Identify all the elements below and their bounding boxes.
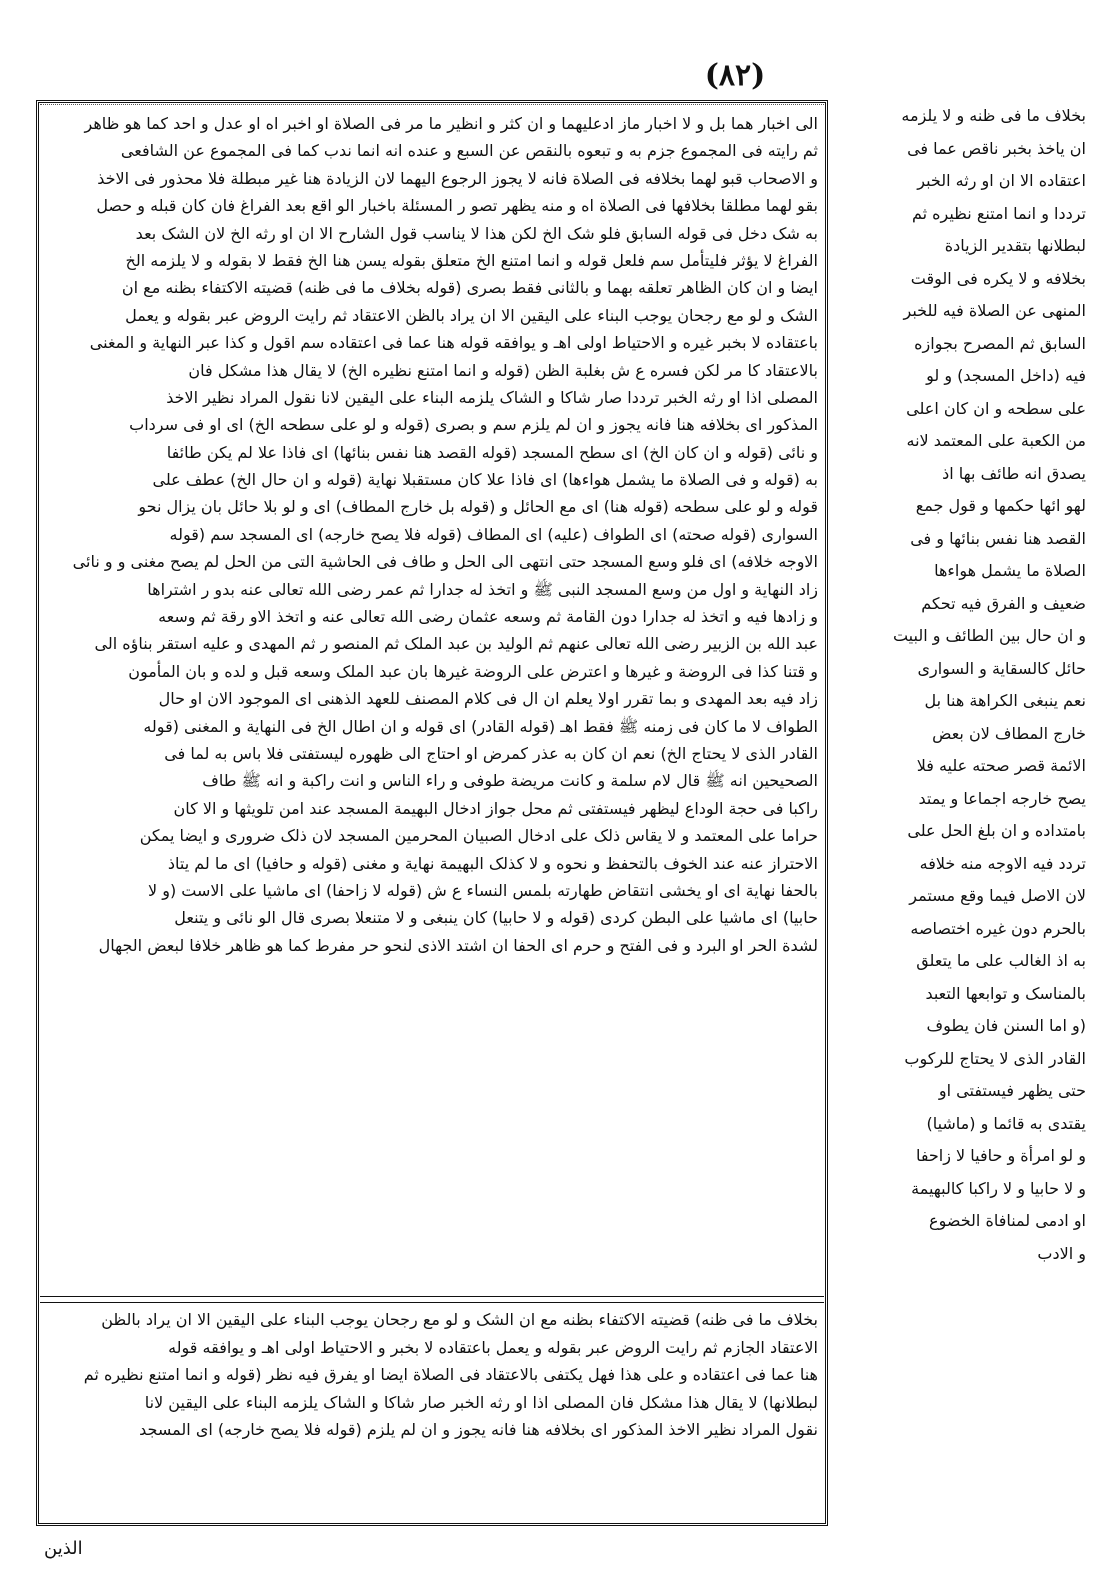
margin-text-line: الائمة قصر صحته علیه فلا — [916, 756, 1086, 775]
main-text-line: بالحفا نهایة ای او یخشی انتقاض طهارته بلمس النساء ع ش (قوله لا زاحفا) ای ماشیا علی الاست (و لا — [148, 880, 818, 900]
margin-text-line: بالمناسک و توابعها التعبد — [925, 983, 1086, 1003]
main-text-line: حراما علی المعتمد و لا یقاس ذلک علی ادخال الصبیان المحرمین المسجد لان ذلک ضروری و ایضا یمکن — [139, 826, 818, 846]
main-text-line: المصلی اذا او رثه الخبر ترددا صار شاکا و الشاک یلزمه البناء علی الیقین لانا نقول المراد نظیر الاخذ — [166, 387, 818, 407]
main-text-line: زاد فیه بعد المهدی و بما تقرر اولا یعلم ان ال فی کلام المصنف للعهد الذهنی ای الموجود الان او حال — [158, 689, 818, 709]
margin-text-line: و لا حابیا و لا راکبا کالبهیمة — [911, 1178, 1086, 1198]
main-text-line: و الاصحاب قبو لهما بخلافه فی الصلاة فانه لا یجوز الرجوع الیهما لان الزیادة هنا غیر مبطلة فلا محذور فی الاخذ — [97, 168, 818, 188]
footnote-text-line: لبطلانها) لا یقال هذا مشکل فان المصلی اذا او رثه الخبر صار شاکا و الشاک یلزمه البناء علی الیقین لانا — [144, 1392, 818, 1412]
margin-text-line: بامتداده و ان بلغ الحل علی — [907, 821, 1086, 840]
margin-text-line: فیه (داخل المسجد) و لو — [926, 366, 1086, 385]
footnote-text-line: هنا عما فی اعتقاده و علی هذا فهل یکتفی بالاعتقاد فی الصلاة ایضا او یفرق فیه نظر (قوله و انما امتنع نظیره ثم — [83, 1365, 818, 1384]
main-text-line: و زادها فیه و اتخذ له جدارا دون القامة ثم وسعه عثمان رضی الله تعالی عنه و اتخذ الاو رقة ثم وسعه — [158, 607, 818, 627]
main-text-line: به (قوله و فی الصلاة ما یشمل هواءها) ای فاذا علا کان مستقبلا نهایة (قوله و ان حال الخ) عطف علی — [152, 470, 818, 490]
main-text-line: الاوجه خلافه) ای فلو وسع المسجد حتی انتهی الی الحل و طاف فی الحاشیة التی من الحل لم یصح مغنی و و نائی — [72, 552, 818, 572]
margin-text-line: یصدق انه طائف بها اذ — [942, 463, 1086, 483]
main-text-line: بالاعتقاد کا مر لکن فسره ع ش بغلبة الظن (قوله و انما امتنع نظیره الخ) لا یقال هذا مشکل فان — [188, 360, 818, 380]
footnote-commentary — [46, 1306, 818, 1518]
margin-text-line: حتی یظهر فیستفتی او — [938, 1081, 1086, 1100]
main-text-line: لشدة الحر او البرد و فی الفتح و حرم ای الحفا ان اشتد الاذی لنحو حر مفرط کما هو ظاهر خلافا لبعض الجهال — [98, 935, 818, 955]
main-text-line: راکبا فی حجة الوداع لیظهر فیستفتی ثم محل جواز ادخال البهیمة المسجد عند امن تلویثها و الا کان — [173, 798, 818, 818]
main-text-line: و قتنا کذا فی الروضة و غیرها و اعترض علی الروضة غیرها بان عبد الملک وسعه قبل و لده و بان المأمون — [128, 661, 818, 681]
margin-text-line: حائل کالسقایة و السواری — [917, 658, 1086, 678]
main-text-line: عبد الله بن الزبیر رضی الله تعالی عنهم ثم الولید بن عبد الملک ثم المنصو ر ثم المهدی و علیه استقر بناؤه الی — [94, 634, 818, 654]
margin-text-line: لهو ائها حکمها و قول جمع — [915, 496, 1086, 515]
main-text-line: المذکور ای بخلافه هنا فانه یجوز و ان لم یلزم سم و بصری (قوله و لو علی سطحه الخ) ای او فی سرداب — [129, 415, 818, 435]
margin-text-line: و الادب — [1037, 1243, 1086, 1263]
margin-text-line: ان یاخذ بخبر ناقص عما فی — [907, 138, 1086, 158]
footnote-text-line: بخلاف ما فی ظنه) قضیته الاکتفاء بظنه مع ان الشک و لو مع رجحان یوجب البناء علی الیقین الا ان یراد بالظن — [101, 1310, 818, 1329]
margin-text-line: بخلافه و لا یکره فی الوقت — [910, 268, 1086, 288]
catchword: الذین — [44, 1538, 83, 1559]
margin-text-line: اعتقاده الا ان او رثه الخبر — [917, 171, 1086, 190]
main-text-line: به شک دخل فی قوله السابق فلو شک الخ لکن هذا لا یناسب قول الشارح الا ان او رثه الخ لان الشک بعد — [135, 223, 818, 243]
main-text-line: القادر الذی لا یحتاج الخ) نعم ان کان به عذر کمرض او احتاج الی ظهوره لیستفتی فلا باس به لما فی — [164, 743, 818, 763]
margin-text-line: لبطلانها بتقدیر الزیادة — [944, 236, 1086, 255]
main-text-line: الاحتراز عنه عند الخوف بالتحفظ و نحوه و لا کذلک البهیمة نهایة و مغنی (قوله و حافیا) ای ما لم یتاذ — [167, 853, 818, 873]
main-text-line: الفراغ لا یؤثر فلیتأمل سم فلعل قوله و انما امتنع الخ متعلق بقوله یسن هنا الخ فقط لا بقوله و لا یلزمه الخ — [125, 250, 818, 270]
main-text-line: الشک و لو مع رجحان یوجب البناء علی الیقین الا ان یراد بالظن الاعتقاد ثم رایت الروض عبر بقوله و یعمل — [125, 305, 818, 325]
margin-text-line: السابق ثم المصرح بجوازه — [914, 333, 1086, 353]
margin-text-line: القصد هنا نفس بنائها و فی — [910, 528, 1086, 548]
main-text-line: الطواف لا ما کان فی زمنه ﷺ فقط اهـ (قوله القادر) ای قوله و ان اطال الخ فی النهایة و المغنی (قوله — [143, 716, 818, 736]
footnote-text-line: الاعتقاد الجازم ثم رایت الروض عبر بقوله و یعمل باعتقاده لا بخبر و الاحتیاط اولی اهـ و یوافقه قوله — [168, 1337, 818, 1357]
margin-text-line: لان الاصل فیما وقع مستمر — [909, 886, 1086, 905]
main-text-line: الصحیحین انه ﷺ قال لام سلمة و کانت مریضة طوفی و راء الناس و انت راکبة و انه ﷺ طاف — [202, 771, 818, 791]
margin-text-line: تردد فیه الاوجه منه خلافه — [919, 853, 1086, 873]
margin-text-line: ضعیف و الفرق فیه تحکم — [921, 593, 1086, 613]
margin-text-line: القادر الذی لا یحتاج للرکوب — [904, 1048, 1086, 1068]
margin-text-line: و لو امرأة و حافیا لا زاحفا — [915, 1146, 1086, 1165]
margin-text-line: یصح خارجه اجماعا و یمتد — [918, 788, 1086, 808]
main-text-line: السواری (قوله صحته) ای الطواف (علیه) ای المطاف (قوله فلا یصح خارجه) ای المسجد سم (قوله — [169, 524, 818, 544]
margin-text-line: ترددا و انما امتنع نظیره ثم — [911, 203, 1086, 223]
margin-text-line: الصلاة ما یشمل هواءها — [934, 561, 1086, 580]
main-text-line: الی اخبار هما بل و لا اخبار ماز ادعلیهما و ان کثر و انظیر ما مر فی الصلاة او اخبر اه او عدل و احد کما هو ظاهر — [84, 114, 818, 133]
main-text-line: و نائی (قوله و ان کان الخ) ای سطح المسجد (قوله القصد هنا نفس بنائها) ای فاذا علا لم یکن طائفا — [166, 442, 818, 462]
footnote-text-line: نقول المراد نظیر الاخذ المذکور ای بخلافه هنا فانه یجوز و ان لم یلزم (قوله فلا یصح خارجه) ای المسجد — [139, 1420, 818, 1439]
main-text-line: ثم رایته فی المجموع جزم به و تبعوه بالنقص عن السبع و عنده انه انما ندب کما فی المجموع عن الشافعی — [120, 141, 818, 161]
top-dotted-rule — [40, 104, 824, 105]
margin-text-line: (و اما السنن فان یطوف — [926, 1016, 1086, 1035]
margin-text-line: خارج المطاف لان بعض — [932, 723, 1086, 743]
page-number: (۸۲) — [704, 58, 766, 93]
main-text-line: باعتقاده لا بخبر غیره و الاحتیاط اولی اهـ و یوافقه قوله هنا عما فی اعتقاده سم اقول و کذا عبر النهایة و المغنی — [89, 333, 818, 353]
margin-text-line: بالحرم دون غیره اختصاصه — [910, 918, 1086, 938]
margin-text-column — [836, 100, 1086, 1530]
margin-text-line: به اذ الغالب علی ما یتعلق — [916, 951, 1086, 970]
margin-text-line: علی سطحه و ان کان اعلی — [906, 398, 1086, 418]
main-text-line: ایضا و ان کان الظاهر تعلقه بهما و بالثانی فقط بصری (قوله بخلاف ما فی ظنه) قضیته الاکتفاء بظنه مع ان — [121, 278, 818, 298]
main-commentary — [46, 110, 818, 1292]
margin-text-line: من الکعبة علی المعتمد لانه — [906, 431, 1086, 450]
margin-text-line: نعم ینبغی الکراهة هنا بل — [924, 691, 1086, 710]
footnote-separator — [40, 1296, 824, 1303]
margin-text-line: یقتدی به قائما و (ماشیا) — [926, 1113, 1086, 1133]
margin-text-line: او ادمی لمنافاة الخضوع — [929, 1211, 1086, 1230]
margin-text-line: و ان حال بین الطائف و البیت — [892, 626, 1086, 645]
main-text-line: بقو لهما مطلقا بخلافها فی الصلاة اه و منه یظهر تصو ر المسئلة باخبار الو اقع بعد الفراغ فان کان قبله و حصل — [96, 196, 818, 216]
margin-text-line: المنهی عن الصلاة فیه للخبر — [903, 301, 1086, 320]
margin-text-line: بخلاف ما فی ظنه و لا یلزمه — [901, 106, 1086, 125]
main-text-line: حابیا) ای ماشیا علی البطن کردی (قوله و لا حابیا) کان ینبغی و لا متنعلا بصری قال الو نائی و یتنعل — [174, 908, 818, 928]
main-text-line: قوله و لو علی سطحه (قوله هنا) ای مع الحائل و (قوله بل خارج المطاف) ای و لو بلا حائل بان یزال نحو — [138, 497, 818, 517]
main-text-line: زاد النهایة و اول من وسع المسجد النبی ﷺ و اتخذ له جدارا ثم عمر رضی الله تعالی عنه بدو ر اشتراها — [147, 579, 818, 599]
